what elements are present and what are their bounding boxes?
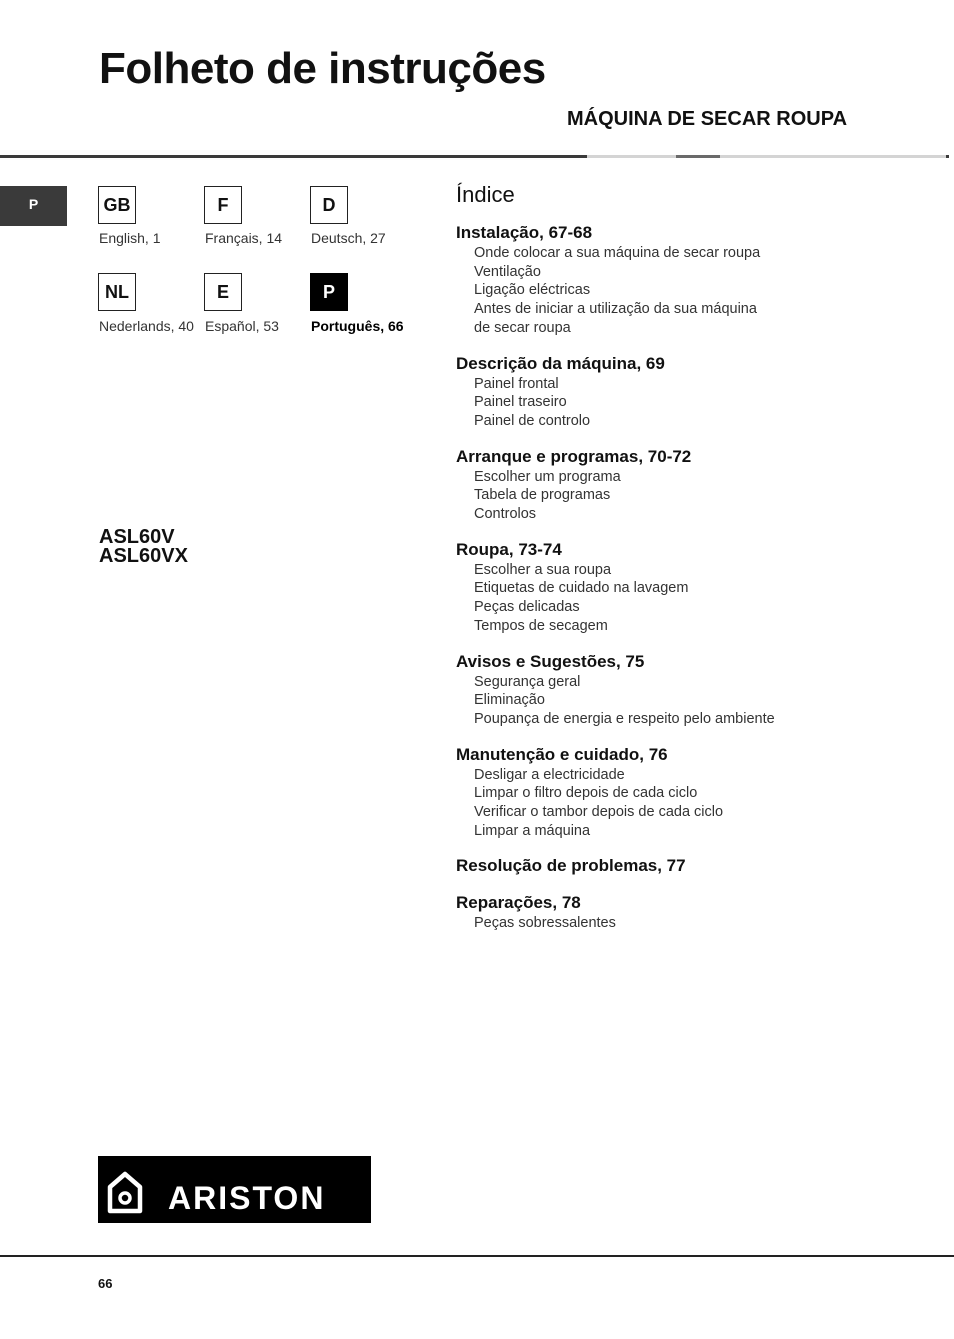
toc-item[interactable]: Poupança de energia e respeito pelo ambiente — [474, 710, 775, 727]
toc-item[interactable]: Peças sobressalentes — [474, 915, 616, 932]
lang-box-e[interactable]: E — [204, 273, 242, 311]
toc-item[interactable]: Painel frontal — [474, 375, 559, 392]
toc-section — [456, 353, 936, 431]
lang-box-d[interactable]: D — [310, 186, 348, 224]
model-name: ASL60V — [99, 526, 175, 548]
toc-item[interactable]: Limpar o filtro depois de cada ciclo — [474, 785, 698, 802]
toc-item[interactable]: Tempos de secagem — [474, 617, 608, 634]
toc-item[interactable]: Etiquetas de cuidado na lavagem — [474, 580, 689, 597]
footer-rule — [0, 1255, 954, 1257]
lang-label-d: Deutsch, 27 — [311, 230, 386, 246]
toc-heading[interactable]: Manutenção e cuidado, 76 — [456, 744, 668, 764]
lang-box-f[interactable]: F — [204, 186, 242, 224]
toc-item[interactable]: Tabela de programas — [474, 487, 611, 504]
toc-heading[interactable]: Arranque e programas, 70-72 — [456, 446, 692, 466]
language-side-tab: P — [0, 186, 67, 226]
lang-box-nl[interactable]: NL — [98, 273, 136, 311]
toc-section — [456, 744, 936, 841]
lang-label-f: Français, 14 — [205, 230, 283, 246]
toc-heading[interactable]: Avisos e Sugestões, 75 — [456, 651, 645, 671]
page-title: Folheto de instruções — [99, 44, 546, 93]
lang-box-p[interactable]: P — [310, 273, 348, 311]
index-title: Índice — [456, 182, 515, 207]
ariston-logo-graphic — [98, 1156, 371, 1223]
logo-text: ARISTON — [168, 1180, 326, 1216]
toc-section — [456, 539, 936, 636]
toc-heading[interactable]: Reparações, 78 — [456, 893, 581, 913]
toc-section — [456, 651, 936, 729]
brand-logo — [98, 1156, 371, 1223]
page-number: 66 — [98, 1276, 113, 1291]
lang-label-gb: English, 1 — [99, 230, 161, 246]
toc-item[interactable]: Escolher um programa — [474, 468, 621, 485]
table-of-contents — [456, 222, 936, 948]
toc-item[interactable]: Onde colocar a sua máquina de secar roupa — [474, 245, 761, 261]
toc-item[interactable]: Painel traseiro — [474, 394, 567, 411]
toc-section — [456, 222, 936, 338]
toc-section — [456, 855, 936, 877]
toc-heading[interactable]: Instalação, 67-68 — [456, 223, 593, 242]
toc-item[interactable]: Controlos — [474, 506, 537, 523]
toc-item[interactable]: Desligar a electricidade — [474, 766, 625, 783]
toc-heading[interactable]: Roupa, 73-74 — [456, 539, 562, 559]
toc-item[interactable]: Ventilação — [474, 263, 541, 280]
toc-item[interactable]: Segurança geral — [474, 673, 581, 690]
toc-item[interactable]: Painel de controlo — [474, 412, 591, 429]
toc-item[interactable]: Eliminação — [474, 692, 545, 709]
lang-label-p: Português, 66 — [311, 318, 404, 334]
lang-box-gb[interactable]: GB — [98, 186, 136, 224]
toc-item[interactable]: de secar roupa — [474, 319, 571, 336]
toc-item[interactable]: Ligação eléctricas — [474, 282, 591, 299]
toc-section — [456, 446, 936, 524]
toc-section — [456, 892, 936, 933]
toc-item[interactable]: Limpar a máquina — [474, 822, 591, 839]
toc-item[interactable]: Peças delicadas — [474, 599, 580, 616]
lang-label-e: Español, 53 — [205, 318, 279, 334]
toc-item[interactable]: Verificar o tambor depois de cada ciclo — [474, 804, 724, 821]
toc-heading[interactable]: Resolução de problemas, 77 — [456, 856, 686, 876]
lang-label-nl: Nederlands, 40 — [99, 318, 194, 334]
toc-item[interactable]: Escolher a sua roupa — [474, 561, 612, 578]
product-subtitle: MÁQUINA DE SECAR ROUPA — [567, 108, 848, 130]
model-name: ASL60VX — [99, 545, 188, 567]
toc-heading[interactable]: Descrição da máquina, 69 — [456, 353, 665, 373]
toc-item[interactable]: Antes de iniciar a utilização da sua máquina — [474, 301, 757, 318]
